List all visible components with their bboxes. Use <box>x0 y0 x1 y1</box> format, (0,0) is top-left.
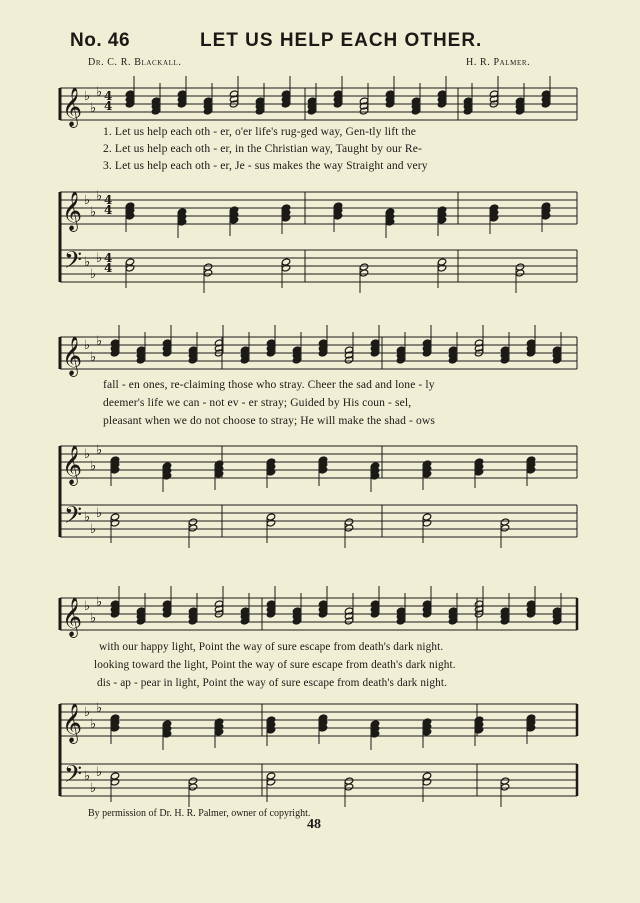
lyric-line-s1-v2: 2. Let us help each oth - er, in the Christian way, Taught by our Re- <box>103 142 422 155</box>
lyric-line-s1-v3: 3. Let us help each oth - er, Je - sus makes the way Straight and very <box>103 159 428 172</box>
note-head <box>125 264 134 272</box>
note-head <box>515 269 524 277</box>
key-signature-flat: ♭ <box>90 611 97 626</box>
lyric-line-s1-v1: 1. Let us help each oth - er, o'er life's rug-ged way, Gen-tly lift the <box>103 125 417 138</box>
note-head <box>437 264 446 272</box>
key-signature-flat: ♭ <box>96 251 103 266</box>
key-signature-flat: ♭ <box>84 599 91 614</box>
treble-clef: 𝄞 <box>62 336 83 376</box>
lyric-line-s3-v1: with our happy light, Point the way of sure escape from death's dark night. <box>99 641 444 653</box>
bass-clef: 𝄢 <box>64 501 83 534</box>
key-signature-flat: ♭ <box>84 769 91 784</box>
key-signature-flat: ♭ <box>84 89 91 104</box>
key-signature-flat: ♭ <box>96 595 103 610</box>
bass-clef: 𝄢 <box>64 246 83 279</box>
note-head <box>422 519 431 527</box>
bass-clef: 𝄢 <box>64 760 83 793</box>
key-signature-flat: ♭ <box>84 447 91 462</box>
treble-clef: 𝄞 <box>62 87 83 127</box>
key-signature-flat: ♭ <box>96 443 103 458</box>
key-signature-flat: ♭ <box>96 189 103 204</box>
key-signature-flat: ♭ <box>96 85 103 100</box>
composer-credit: H. R. Palmer. <box>466 57 531 68</box>
note-head <box>188 783 197 791</box>
key-signature-flat: ♭ <box>90 717 97 732</box>
note-head <box>110 519 119 527</box>
key-signature-flat: ♭ <box>96 765 103 780</box>
note-head <box>266 778 275 786</box>
time-signature: 4 <box>104 251 113 265</box>
lyric-line-s2-v2: deemer's life we can - not ev - er stray; Guided by His coun - sel, <box>103 396 412 409</box>
key-signature-flat: ♭ <box>90 205 97 220</box>
lyric-line-s3-v3: dis - ap - pear in light, Point the way of sure escape from death's dark night. <box>97 677 448 689</box>
key-signature-flat: ♭ <box>90 781 97 796</box>
note-head <box>344 783 353 791</box>
copyright-permission: By permission of Dr. H. R. Palmer, owner of copyright. <box>88 808 311 819</box>
note-head <box>110 778 119 786</box>
key-signature-flat: ♭ <box>96 506 103 521</box>
time-signature: 4 <box>104 89 113 103</box>
key-signature-flat: ♭ <box>84 338 91 353</box>
note-head <box>344 524 353 532</box>
key-signature-flat: ♭ <box>90 350 97 365</box>
note-head <box>203 269 212 277</box>
lyric-line-s3-v2: looking toward the light, Point the way of sure escape from death's dark night. <box>94 659 456 671</box>
time-signature: 4 <box>104 203 113 217</box>
time-signature: 4 <box>104 99 113 113</box>
lyric-line-s2-v3: pleasant when we do not choose to stray; He will make the shad - ows <box>103 414 435 427</box>
lyricist-credit: Dr. C. R. Blackall. <box>88 57 182 68</box>
note-head <box>500 783 509 791</box>
note-head <box>266 519 275 527</box>
note-head <box>422 778 431 786</box>
key-signature-flat: ♭ <box>84 510 91 525</box>
key-signature-flat: ♭ <box>84 255 91 270</box>
time-signature: 4 <box>104 193 113 207</box>
key-signature-flat: ♭ <box>84 193 91 208</box>
treble-clef: 𝄞 <box>62 445 83 485</box>
treble-clef: 𝄞 <box>62 191 83 231</box>
note-head <box>500 524 509 532</box>
key-signature-flat: ♭ <box>90 522 97 537</box>
hymn-number: No. 46 <box>70 30 131 51</box>
note-head <box>281 264 290 272</box>
key-signature-flat: ♭ <box>96 334 103 349</box>
treble-clef: 𝄞 <box>62 703 83 743</box>
key-signature-flat: ♭ <box>84 705 91 720</box>
note-head <box>188 524 197 532</box>
key-signature-flat: ♭ <box>90 101 97 116</box>
time-signature: 4 <box>104 261 113 275</box>
note-head <box>359 269 368 277</box>
key-signature-flat: ♭ <box>90 267 97 282</box>
lyric-line-s2-v1: fall - en ones, re-claiming those who stray. Cheer the sad and lone - ly <box>103 378 435 391</box>
hymn-title: LET US HELP EACH OTHER. <box>200 30 483 51</box>
treble-clef: 𝄞 <box>62 597 83 637</box>
page-number: 48 <box>307 817 321 832</box>
key-signature-flat: ♭ <box>90 459 97 474</box>
key-signature-flat: ♭ <box>96 701 103 716</box>
